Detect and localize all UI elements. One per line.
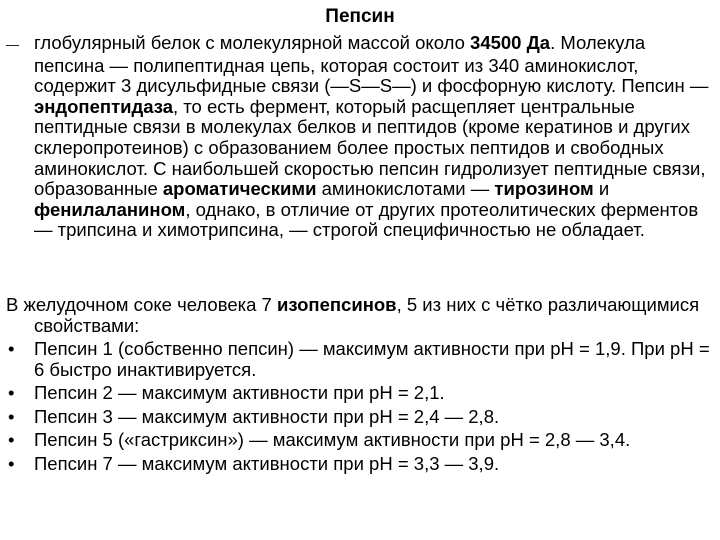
bullet-icon: •	[8, 405, 15, 427]
list-item	[6, 339, 712, 380]
intro-bold-tyrosine: тирозином	[494, 178, 594, 200]
intro-bold-aromatic: ароматическими	[162, 178, 317, 200]
bullet-icon: •	[8, 452, 15, 474]
intro-text-3: , то есть фермент, который расщепляет центральные пептидные связи в молекулах белков и пептидов (кроме кератинов и других склеропротеинов) с образованием более простых пептидов и свободных аминокислот. С наибольшей скоростью пепсин гидролизует пептидные связи, образованные	[34, 95, 706, 200]
bullet-icon: •	[8, 382, 15, 404]
list-item	[6, 454, 712, 475]
bullet-icon: •	[8, 338, 15, 359]
intro-bold-mass: 34500 Да	[470, 32, 551, 53]
isopepsin-bold: изопепсинов	[277, 294, 397, 315]
list-item-text: Пепсин 7 — максимум активности при pH = 3,3 — 3,9.	[34, 452, 500, 474]
isopepsin-paragraph	[6, 295, 712, 336]
intro-paragraph	[6, 33, 712, 241]
intro-text-1: глобулярный белок с молекулярной массой около	[34, 32, 471, 53]
list-item-text: Пепсин 3 — максимум активности при pH = 2,4 — 2,8.	[34, 405, 500, 427]
pepsin-list	[6, 339, 712, 478]
intro-bold-phenylalanine: фенилаланином	[34, 198, 186, 220]
intro-bold-endopeptidase: эндопептидаза	[34, 95, 174, 117]
list-item	[6, 407, 712, 428]
lead-dash: —	[6, 37, 19, 52]
isopepsin-text-2: , 5 из них с чётко различающимися свойствами:	[34, 294, 700, 336]
intro-text-6: , однако, в отличие от других протеолитических ферментов — трипсина и химотрипсина, — строгой специфичностью не обладает.	[34, 198, 699, 241]
list-item	[6, 383, 712, 404]
list-item	[6, 430, 712, 451]
bullet-icon: •	[8, 429, 15, 451]
intro-text-2: . Молекула пепсина — полипептидная цепь, которая состоит из 340 аминокислот, содержит 3 дисульфидные связи (—S—S—) и фосфорную кислоту. Пепсин —	[34, 32, 709, 97]
intro-text-4: аминокислотами —	[316, 178, 495, 200]
list-item-text: Пепсин 1 (собственно пепсин) — максимум активности при pH = 1,9. При pH = 6 быстро инактивируется.	[34, 338, 710, 380]
list-item-text: Пепсин 2 — максимум активности при pH = 2,1.	[34, 382, 445, 404]
isopepsin-text-1: В желудочном соке человека 7	[6, 294, 277, 315]
list-item-text: Пепсин 5 («гастриксин») — максимум активности при pH = 2,8 — 3,4.	[34, 429, 631, 451]
page-title: Пепсин	[325, 6, 395, 27]
intro-text-5: и	[593, 178, 610, 200]
